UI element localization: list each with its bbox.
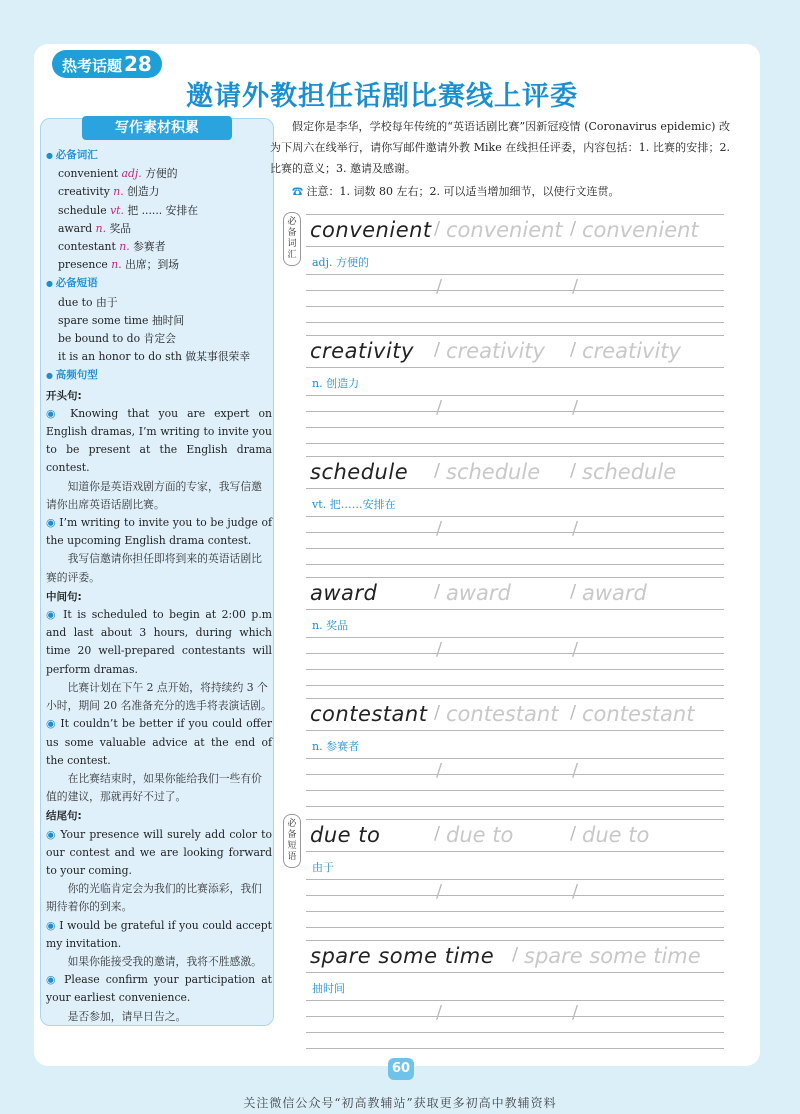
phrase-section-title: ● 必备短语 bbox=[46, 274, 272, 293]
slash-divider: / bbox=[434, 581, 441, 602]
writing-line bbox=[306, 306, 724, 307]
trace-word: creativity bbox=[446, 339, 545, 363]
writing-line bbox=[306, 637, 724, 638]
writing-line bbox=[306, 516, 724, 517]
writing-line bbox=[306, 532, 724, 533]
writing-line bbox=[306, 564, 724, 565]
writing-line bbox=[306, 488, 724, 489]
sentence-zh: 比赛计划在下午 2 点开始，将持续约 3 个小时，期间 20 名准备充分的选手将表演话剧。 bbox=[46, 680, 272, 713]
writing-line bbox=[306, 911, 724, 912]
sentence-zh: 是否参加，请早日告之。 bbox=[67, 1009, 187, 1023]
writing-line bbox=[306, 1000, 724, 1001]
writing-line bbox=[306, 669, 724, 670]
sentence-zh: 知道你是英语戏剧方面的专家，我写信邀请你出席英语话剧比赛。 bbox=[46, 479, 262, 511]
sentence-zh: 我写信邀请你担任即将到来的英语话剧比赛的评委。 bbox=[46, 552, 262, 584]
sentence-zh: 如果你能接受我的邀请，我将不胜感激。 bbox=[67, 954, 262, 968]
topic-badge-label: 热考话题 bbox=[62, 57, 123, 75]
writing-line bbox=[306, 395, 724, 396]
trace-word: award bbox=[446, 581, 511, 605]
trace-word: creativity bbox=[582, 339, 681, 363]
prompt-note: ☎ 注意：1. 词数 80 左右；2. 可以适当增加细节，以使行文连贯。 bbox=[292, 185, 620, 198]
writing-line bbox=[306, 895, 724, 896]
trace-word: schedule bbox=[582, 460, 677, 484]
slash-divider: / bbox=[512, 944, 519, 965]
trace-word: spare some time bbox=[524, 944, 701, 968]
sidebar-content bbox=[46, 146, 272, 1026]
slash-divider: / bbox=[434, 339, 441, 360]
vocab-item: contestant n. 参赛者 bbox=[58, 240, 166, 254]
writing-line bbox=[306, 774, 724, 775]
phrase-item: due to 由于 bbox=[58, 295, 118, 309]
writing-line bbox=[306, 806, 724, 807]
sentence-en: ◉ I’m writing to invite you to be judge of the upcoming English drama contest. bbox=[46, 516, 273, 548]
writing-line bbox=[306, 335, 724, 336]
slash-divider: / bbox=[434, 823, 441, 844]
practice-meaning: n. 参赛者 bbox=[312, 740, 360, 753]
writing-line bbox=[306, 972, 724, 973]
writing-line bbox=[306, 730, 724, 731]
writing-line bbox=[306, 653, 724, 654]
writing-line bbox=[306, 927, 724, 928]
practice-entry bbox=[306, 940, 724, 1050]
writing-line bbox=[306, 758, 724, 759]
sentence-en: ◉ Please confirm your participation at your earliest convenience. bbox=[46, 973, 272, 1005]
practice-meaning: n. 奖品 bbox=[312, 619, 349, 632]
trace-word: contestant bbox=[446, 702, 559, 726]
slash-divider: / bbox=[572, 397, 579, 418]
writing-line bbox=[306, 322, 724, 323]
practice-entry bbox=[306, 819, 724, 929]
phrase-item: be bound to do 肯定会 bbox=[58, 332, 176, 346]
sentence-en: ◉ Your presence will surely add color to our contest and we are looking forward to your coming. bbox=[46, 827, 272, 877]
writing-line bbox=[306, 548, 724, 549]
writing-line bbox=[306, 819, 724, 820]
slash-divider: / bbox=[436, 276, 443, 297]
vocab-item: award n. 奖品 bbox=[58, 221, 132, 235]
practice-meaning: adj. 方便的 bbox=[312, 256, 370, 269]
slash-divider: / bbox=[436, 518, 443, 539]
writing-line bbox=[306, 577, 724, 578]
writing-line bbox=[306, 290, 724, 291]
practice-word: spare some time bbox=[310, 944, 495, 968]
topic-badge bbox=[52, 50, 162, 78]
ending-subtitle: 结尾句: bbox=[46, 810, 82, 823]
writing-line bbox=[306, 443, 724, 444]
slash-divider: / bbox=[572, 881, 579, 902]
practice-entry bbox=[306, 577, 724, 687]
slash-divider: / bbox=[434, 460, 441, 481]
sentence-en: ◉ It couldn’t be better if you could offer us some valuable advice at the end of the contest. bbox=[46, 717, 273, 767]
sentence-zh: 你的光临肯定会为我们的比赛添彩，我们期待着你的到来。 bbox=[46, 882, 262, 914]
practice-meaning: 由于 bbox=[312, 861, 334, 874]
slash-divider: / bbox=[572, 276, 579, 297]
slash-divider: / bbox=[572, 760, 579, 781]
slash-divider: / bbox=[434, 218, 441, 239]
practice-word: award bbox=[310, 581, 378, 605]
writing-line bbox=[306, 274, 724, 275]
opening-subtitle: 开头句: bbox=[46, 389, 82, 402]
slash-divider: / bbox=[436, 881, 443, 902]
vocab-item: schedule vt. 把 ...... 安排在 bbox=[58, 203, 199, 217]
trace-word: schedule bbox=[446, 460, 541, 484]
phrase-tag: 必备短语 bbox=[283, 814, 301, 868]
sentence-en: ◉ Knowing that you are expert on English dramas, I’m writing to invite you to be present at the English drama contest. bbox=[46, 406, 272, 475]
slash-divider: / bbox=[570, 581, 577, 602]
practice-entry bbox=[306, 335, 724, 445]
writing-line bbox=[306, 214, 724, 215]
vocab-item: creativity n. 创造力 bbox=[58, 185, 160, 199]
writing-line bbox=[306, 246, 724, 247]
vocab-item: presence n. 出席；到场 bbox=[58, 258, 180, 272]
writing-line bbox=[306, 879, 724, 880]
slash-divider: / bbox=[572, 518, 579, 539]
slash-divider: / bbox=[434, 702, 441, 723]
practice-entry bbox=[306, 214, 724, 324]
practice-word: creativity bbox=[310, 339, 414, 363]
slash-divider: / bbox=[436, 639, 443, 660]
phrase-item: it is an honor to do sth 做某事很荣幸 bbox=[58, 350, 251, 364]
slash-divider: / bbox=[570, 218, 577, 239]
practice-entry bbox=[306, 456, 724, 566]
page-title: 邀请外教担任话剧比赛线上评委 bbox=[186, 81, 578, 112]
slash-divider: / bbox=[572, 639, 579, 660]
slash-divider: / bbox=[570, 702, 577, 723]
writing-line bbox=[306, 1016, 724, 1017]
practice-meaning: 抽时间 bbox=[312, 982, 345, 995]
vocab-item: convenient adj. 方便的 bbox=[58, 167, 178, 181]
sentence-en: ◉ It is scheduled to begin at 2:00 p.m and last about 3 hours, during which time 20 well-prepared contestants will perform dramas. bbox=[46, 608, 273, 676]
practice-entry bbox=[306, 698, 724, 808]
topic-badge-number: 28 bbox=[124, 52, 152, 76]
writing-line bbox=[306, 411, 724, 412]
sentence-section-title: ● 高频句型 bbox=[46, 366, 272, 385]
writing-line bbox=[306, 427, 724, 428]
slash-divider: / bbox=[572, 1002, 579, 1023]
practice-word: convenient bbox=[310, 218, 432, 242]
writing-line bbox=[306, 609, 724, 610]
slash-divider: / bbox=[436, 1002, 443, 1023]
writing-line bbox=[306, 1048, 724, 1049]
vocab-section-title: ● 必备词汇 bbox=[46, 146, 272, 165]
writing-line bbox=[306, 1032, 724, 1033]
sidebar-heading: 写作素材积累 bbox=[82, 116, 232, 140]
trace-word: convenient bbox=[582, 218, 699, 242]
sentence-en: ◉ I would be grateful if you could accept my invitation. bbox=[46, 918, 272, 950]
writing-line bbox=[306, 851, 724, 852]
writing-line bbox=[306, 790, 724, 791]
slash-divider: / bbox=[436, 397, 443, 418]
slash-divider: / bbox=[570, 823, 577, 844]
writing-line bbox=[306, 698, 724, 699]
phrase-item: spare some time 抽时间 bbox=[58, 313, 185, 327]
practice-meaning: n. 创造力 bbox=[312, 377, 360, 390]
practice-word: schedule bbox=[310, 460, 409, 484]
writing-prompt bbox=[270, 116, 730, 202]
slash-divider: / bbox=[570, 460, 577, 481]
middle-subtitle: 中间句: bbox=[46, 590, 82, 603]
writing-line bbox=[306, 367, 724, 368]
writing-line bbox=[306, 456, 724, 457]
practice-word: due to bbox=[310, 823, 381, 847]
sentence-zh: 在比赛结束时，如果你能给我们一些有价值的建议，那就再好不过了。 bbox=[46, 771, 262, 804]
trace-word: due to bbox=[582, 823, 650, 847]
vocab-tag: 必备词汇 bbox=[283, 212, 301, 266]
slash-divider: / bbox=[570, 339, 577, 360]
writing-line bbox=[306, 940, 724, 941]
practice-meaning: vt. 把……安排在 bbox=[312, 498, 396, 511]
trace-word: due to bbox=[446, 823, 514, 847]
trace-word: award bbox=[582, 581, 647, 605]
practice-word: contestant bbox=[310, 702, 428, 726]
writing-line bbox=[306, 685, 724, 686]
prompt-text: 假定你是李华，学校每年传统的“英语话剧比赛”因新冠疫情 (Coronavirus epidemic) 改为下周六在线举行，请你写邮件邀请外教 Mike 在线担任评委，内容包括：1. 比赛的安排；2. 比赛的意义；3. 邀请及感谢。 bbox=[270, 120, 730, 175]
page-number: 60 bbox=[388, 1058, 414, 1080]
phone-icon: ☎ bbox=[292, 185, 303, 198]
trace-word: convenient bbox=[446, 218, 563, 242]
trace-word: contestant bbox=[582, 702, 695, 726]
slash-divider: / bbox=[436, 760, 443, 781]
footer-watermark: 关注微信公众号“初高教辅站”获取更多初高中教辅资料 bbox=[243, 1096, 557, 1110]
